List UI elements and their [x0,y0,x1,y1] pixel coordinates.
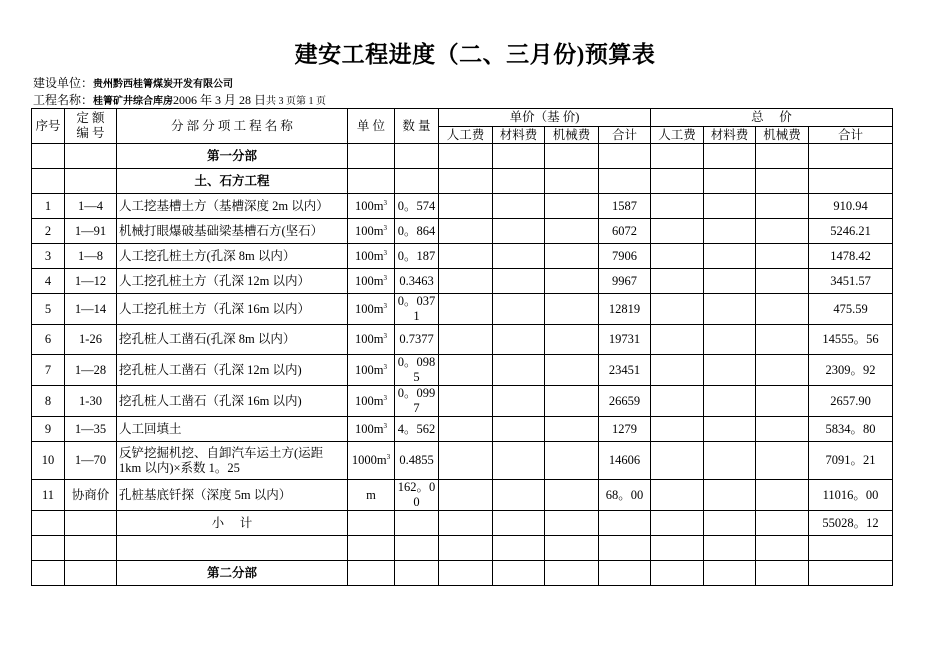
row-unit-sum: 68。00 [599,480,651,511]
row-unit-material [493,355,545,386]
header-qty: 数 量 [395,109,439,144]
row-total-sum: 2657.90 [809,386,893,417]
row-code: 1—12 [65,269,117,294]
row-total-material [704,480,756,511]
header-total-machine: 机械费 [756,127,809,144]
row-seq: 8 [32,386,65,417]
row-qty: 0.3463 [395,269,439,294]
row-unit-text: 100m [355,273,384,288]
row-total-sum: 910.94 [809,194,893,219]
subtotal-label: 小 计 [117,511,348,536]
row-unit-sum: 6072 [599,219,651,244]
row-total-material [704,269,756,294]
row-qty: 0。187 [395,244,439,269]
row-unit [348,194,395,219]
row-unit-sum: 1279 [599,417,651,442]
row-total-sum: 5834。80 [809,417,893,442]
row-total-material [704,219,756,244]
header-total: 总 价 [651,109,893,127]
row-total-machine [756,480,809,511]
unit-superscript: 3 [383,223,387,232]
row-code: 1—4 [65,194,117,219]
unit-superscript: 3 [383,248,387,257]
row-total-machine [756,194,809,219]
section-row [32,169,893,194]
header-total-sum: 合计 [809,127,893,144]
row-qty: 162。00 [395,480,439,511]
row-unit [348,269,395,294]
unit-superscript: 3 [383,393,387,402]
row-unit-machine [545,244,599,269]
row-total-labor [651,294,704,325]
row-total-labor [651,355,704,386]
row-name: 人工挖孔桩土方（孔深 12m 以内） [117,269,348,294]
row-code: 1—70 [65,442,117,480]
row-unit-sum: 19731 [599,325,651,355]
row-total-machine [756,244,809,269]
empty-row [32,536,893,561]
row-seq: 5 [32,294,65,325]
row-unit-labor [439,480,493,511]
row-seq: 1 [32,194,65,219]
row-total-labor [651,194,704,219]
row-code: 1-30 [65,386,117,417]
unit-superscript: 3 [383,362,387,371]
row-total-material [704,442,756,480]
row-unit-machine [545,355,599,386]
row-seq: 9 [32,417,65,442]
row-total-labor [651,442,704,480]
row-unit-text: 100m [355,198,384,213]
row-unit [348,219,395,244]
header-unit-sum: 合计 [599,127,651,144]
budget-table [31,108,893,586]
unit-superscript: 3 [383,273,387,282]
row-unit-text: 100m [355,362,384,377]
row-total-material [704,194,756,219]
row-code: 1—28 [65,355,117,386]
row-seq: 6 [32,325,65,355]
table-row [32,355,893,386]
row-code: 1-26 [65,325,117,355]
row-unit-text: 100m [355,223,384,238]
section-row [32,561,893,586]
project-name-value: 桂箐矿井综合库房 [93,96,174,107]
section-earthwork: 土、石方工程 [117,169,348,194]
table-row [32,219,893,244]
row-unit [348,480,395,511]
row-unit-labor [439,194,493,219]
row-name: 孔桩基底钎探（深度 5m 以内） [117,480,348,511]
row-total-sum: 1478.42 [809,244,893,269]
row-total-machine [756,386,809,417]
row-unit-text: 100m [355,248,384,263]
row-unit [348,442,395,480]
row-unit-sum: 12819 [599,294,651,325]
row-unit-material [493,194,545,219]
construction-unit-value: 贵州黔西桂箐煤炭开发有限公司 [93,79,234,90]
header-code: 定 额 编 号 [65,109,117,144]
row-unit-machine [545,294,599,325]
row-unit-machine [545,269,599,294]
header-unit-price: 单价（基 价) [439,109,651,127]
row-total-labor [651,269,704,294]
row-unit-machine [545,219,599,244]
row-seq: 10 [32,442,65,480]
row-unit-machine [545,442,599,480]
table-row [32,244,893,269]
subtotal-value: 55028。12 [809,511,893,536]
unit-superscript: 3 [386,452,391,461]
row-total-material [704,417,756,442]
row-qty: 0。864 [395,219,439,244]
row-unit [348,386,395,417]
row-unit [348,355,395,386]
row-unit-sum: 1587 [599,194,651,219]
row-unit [348,417,395,442]
table-row [32,269,893,294]
construction-unit [33,74,233,91]
row-code: 1—91 [65,219,117,244]
row-unit-sum: 14606 [599,442,651,480]
unit-superscript: 3 [383,198,387,207]
table-row [32,417,893,442]
row-unit-machine [545,194,599,219]
row-unit-material [493,386,545,417]
row-total-sum: 3451.57 [809,269,893,294]
row-unit-material [493,442,545,480]
row-total-material [704,386,756,417]
row-unit [348,325,395,355]
row-total-labor [651,480,704,511]
header-name: 分 部 分 项 工 程 名 称 [117,109,348,144]
row-name: 挖孔桩人工凿石(孔深 8m 以内） [117,325,348,355]
row-total-sum: 2309。92 [809,355,893,386]
project-name-label: 工程名称： [33,93,94,107]
row-unit-material [493,244,545,269]
row-unit-material [493,219,545,244]
row-unit-material [493,325,545,355]
row-unit-text: 100m [355,332,384,346]
row-unit-labor [439,386,493,417]
row-name: 人工回填土 [117,417,348,442]
row-unit-sum: 7906 [599,244,651,269]
row-unit-machine [545,386,599,417]
section-part2: 第二分部 [117,561,348,586]
row-total-labor [651,219,704,244]
row-code: 协商价 [65,480,117,511]
row-total-material [704,294,756,325]
unit-superscript: 3 [383,301,387,310]
row-unit-text: 1000m [351,453,387,467]
row-unit-labor [439,294,493,325]
row-qty: 0。0985 [395,355,439,386]
header-unit-material: 材料费 [493,127,545,144]
row-seq: 2 [32,219,65,244]
row-qty: 0。574 [395,194,439,219]
row-total-machine [756,269,809,294]
row-total-sum: 5246.21 [809,219,893,244]
row-name: 人工挖孔桩土方(孔深 8m 以内） [117,244,348,269]
row-total-machine [756,219,809,244]
row-unit-labor [439,325,493,355]
row-unit-machine [545,480,599,511]
row-unit-sum: 26659 [599,386,651,417]
row-seq: 7 [32,355,65,386]
row-code: 1—14 [65,294,117,325]
unit-superscript: 3 [383,331,387,340]
header-unit-labor: 人工费 [439,127,493,144]
row-total-machine [756,442,809,480]
row-total-machine [756,294,809,325]
row-unit-text: 100m [355,393,384,408]
row-total-machine [756,325,809,355]
row-name: 人工挖基槽土方（基槽深度 2m 以内） [117,194,348,219]
row-total-sum: 14555。56 [809,325,893,355]
row-unit [348,294,395,325]
subtotal-row [32,511,893,536]
page-title: 建安工程进度（二、三月份)预算表 [294,42,656,67]
row-seq: 11 [32,480,65,511]
row-qty: 0.4855 [395,442,439,480]
table-row [32,480,893,511]
header-unit: 单 位 [348,109,395,144]
row-total-material [704,325,756,355]
row-name: 反铲挖掘机挖、自卸汽车运土方(运距 1km 以内)×系数 1。25 [117,442,348,480]
header-total-material: 材料费 [704,127,756,144]
section-part1: 第一分部 [117,144,348,169]
row-name: 人工挖孔桩土方（孔深 16m 以内） [117,294,348,325]
row-unit-machine [545,325,599,355]
section-row [32,144,893,169]
construction-unit-label: 建设单位： [33,76,94,90]
row-qty: 4。562 [395,417,439,442]
row-unit-labor [439,355,493,386]
table-row [32,442,893,480]
row-qty: 0。0997 [395,386,439,417]
page-count: 共 3 页第 1 页 [266,96,327,107]
header-unit-machine: 机械费 [545,127,599,144]
row-name: 挖孔桩人工凿石（孔深 16m 以内) [117,386,348,417]
header-total-labor: 人工费 [651,127,704,144]
row-unit-labor [439,244,493,269]
row-total-sum: 475.59 [809,294,893,325]
row-unit-text: m [366,487,376,502]
row-unit-material [493,269,545,294]
row-total-machine [756,417,809,442]
row-unit-labor [439,417,493,442]
row-unit-machine [545,417,599,442]
row-unit-material [493,417,545,442]
row-unit-material [493,294,545,325]
header-seq: 序号 [32,109,65,144]
row-unit [348,244,395,269]
row-unit-text: 100m [355,301,384,316]
project-name [33,91,326,108]
row-unit-sum: 9967 [599,269,651,294]
row-name: 机械打眼爆破基础梁基槽石方(坚石） [117,219,348,244]
row-total-machine [756,355,809,386]
table-row [32,294,893,325]
row-unit-material [493,480,545,511]
row-total-labor [651,325,704,355]
row-qty: 0.7377 [395,325,439,355]
row-code: 1—8 [65,244,117,269]
row-total-labor [651,386,704,417]
table-row [32,194,893,219]
row-unit-labor [439,219,493,244]
row-qty: 0。0371 [395,294,439,325]
table-row [32,386,893,417]
row-total-sum: 7091。21 [809,442,893,480]
row-unit-labor [439,269,493,294]
row-total-labor [651,417,704,442]
row-unit-text: 100m [355,421,384,436]
row-seq: 4 [32,269,65,294]
row-unit-sum: 23451 [599,355,651,386]
row-unit-labor [439,442,493,480]
report-date: 2006 年 3 月 28 日 [173,93,267,107]
unit-superscript: 3 [383,421,387,430]
row-code: 1—35 [65,417,117,442]
row-total-sum: 11016。00 [809,480,893,511]
row-name: 挖孔桩人工凿石（孔深 12m 以内) [117,355,348,386]
row-total-material [704,244,756,269]
row-seq: 3 [32,244,65,269]
table-row [32,325,893,355]
row-total-material [704,355,756,386]
row-total-labor [651,244,704,269]
